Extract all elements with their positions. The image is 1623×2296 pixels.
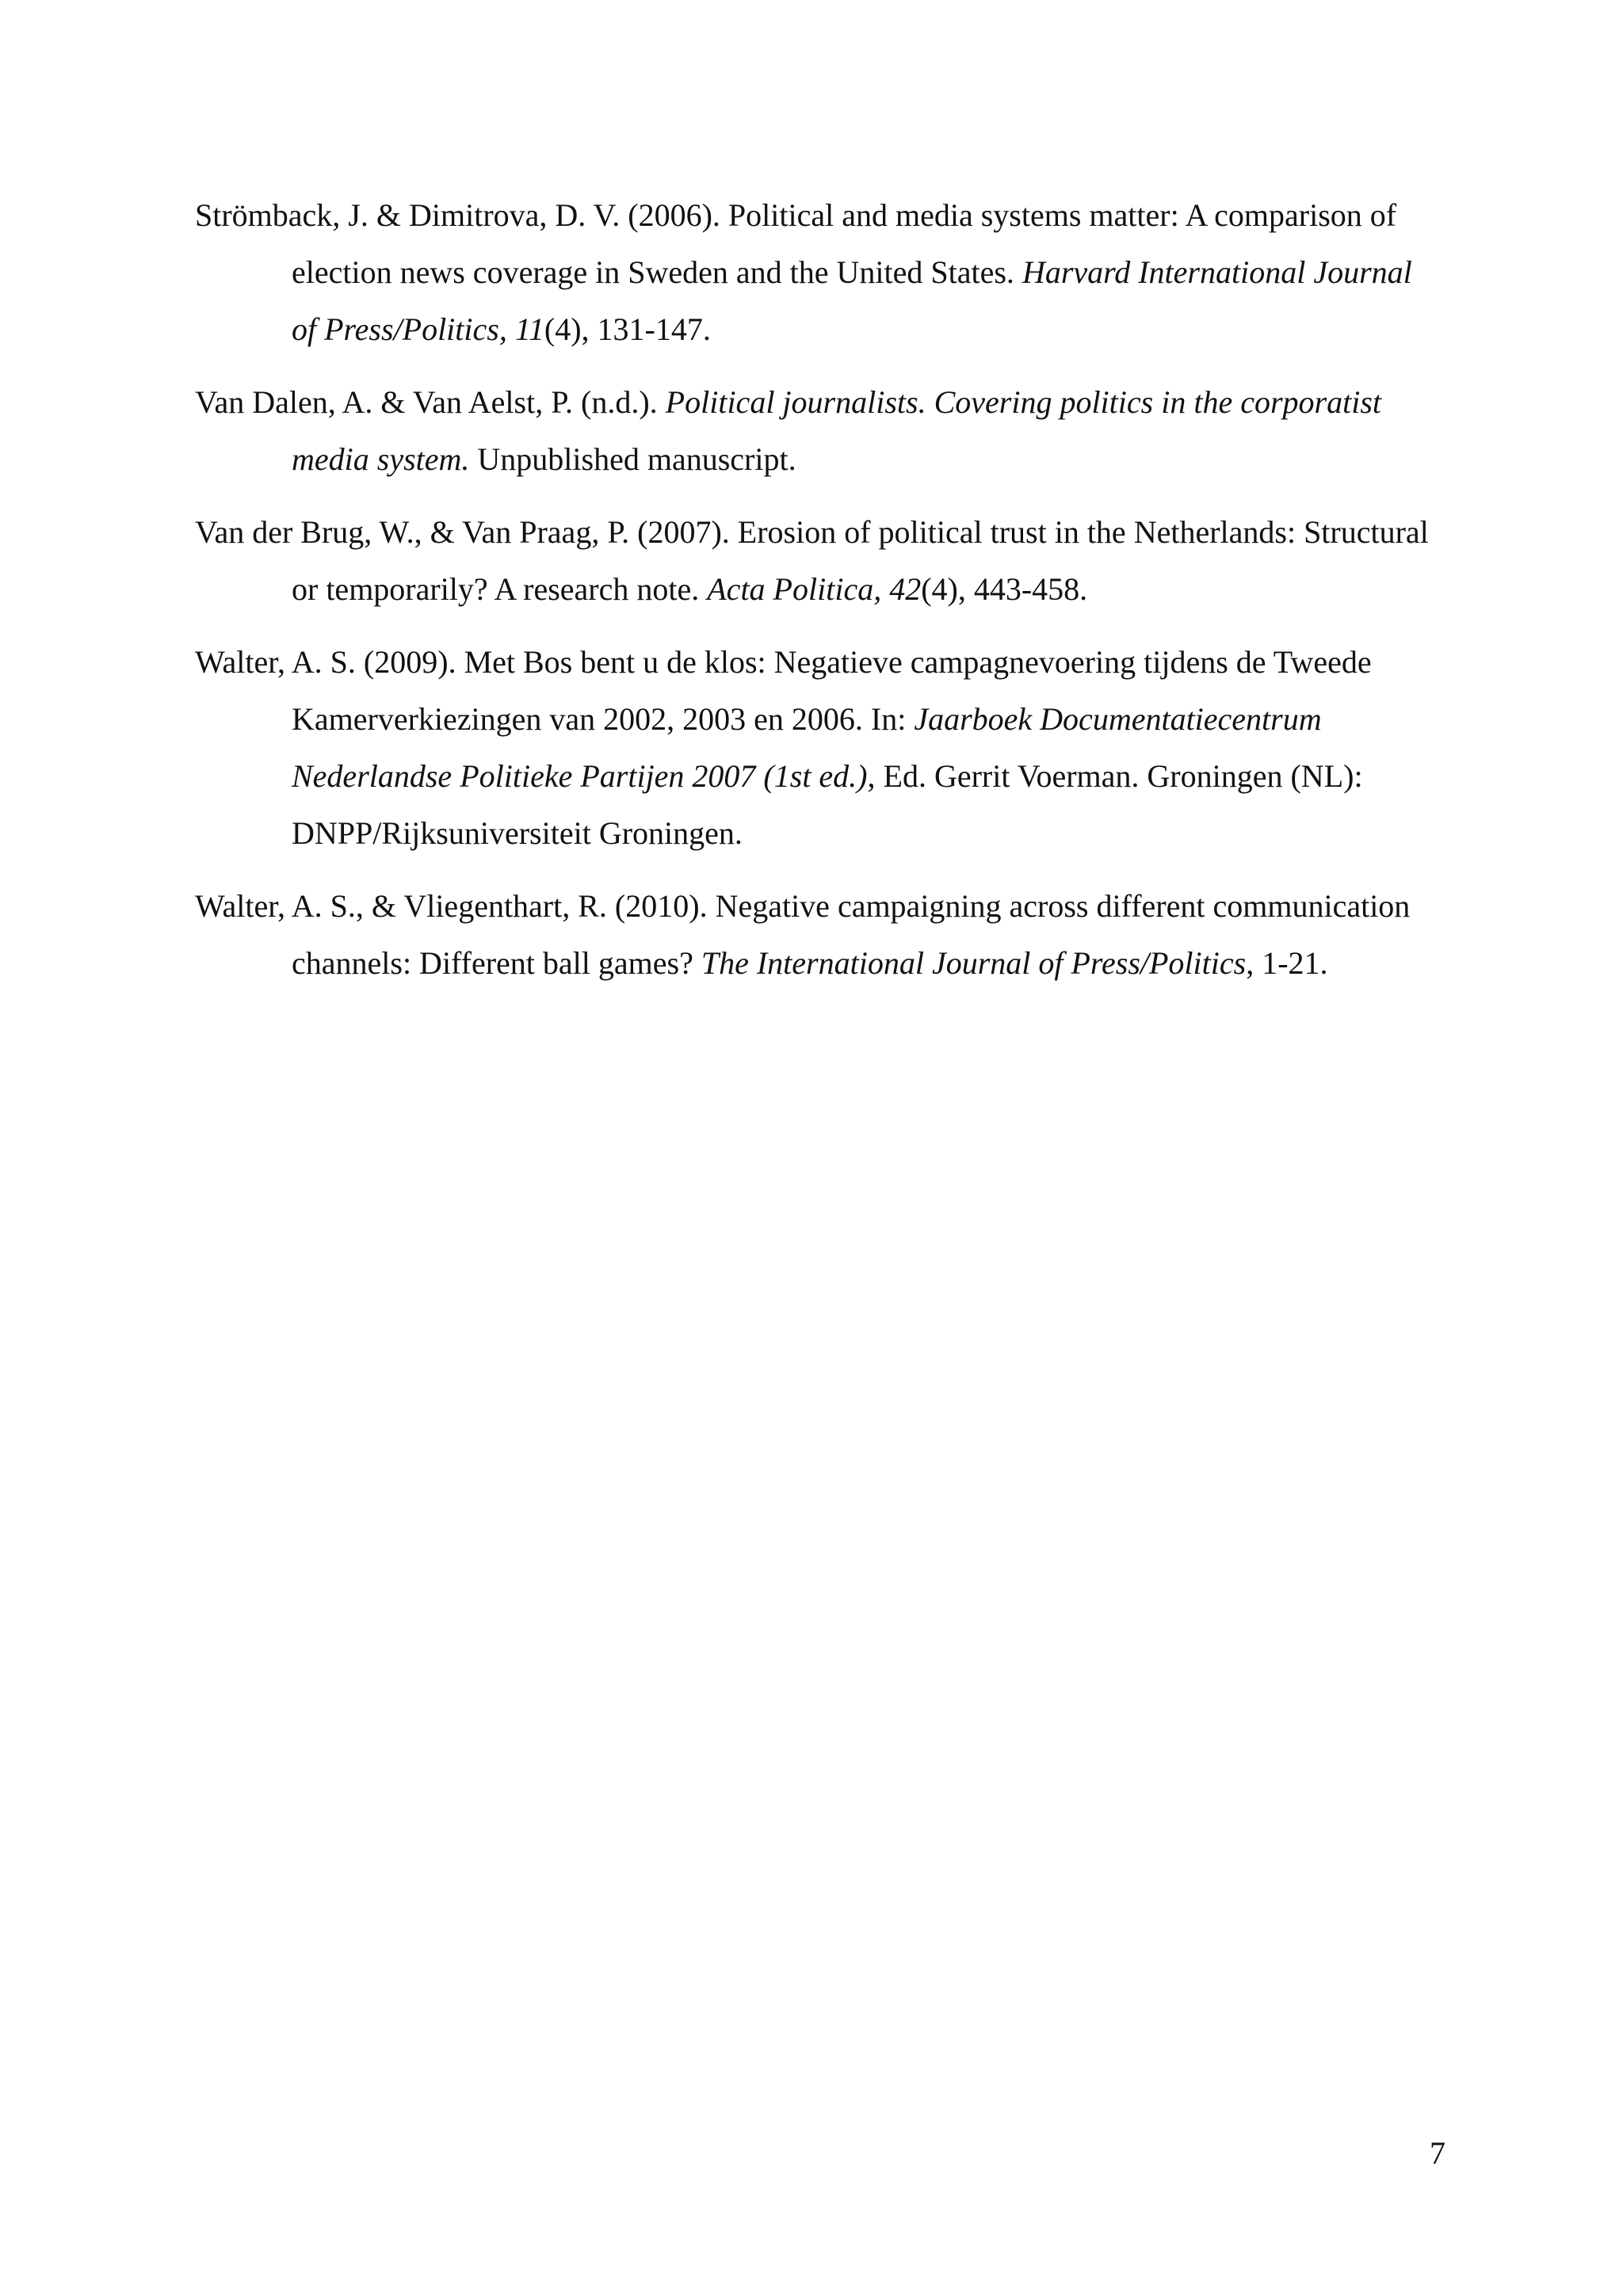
- reference-entry: [195, 504, 1431, 618]
- reference-text: Unpublished manuscript.: [469, 441, 796, 477]
- reference-journal: The International Journal of Press/Politics: [701, 945, 1247, 981]
- reference-entry: [195, 187, 1431, 358]
- page-number: 7: [1430, 2135, 1445, 2171]
- reference-journal: Acta Politica, 42: [707, 571, 922, 607]
- reference-text: Walter, A. S., & Vliegenthart, R. (2010). Negative campaigning across different communication channels: Different ball games?: [195, 888, 1411, 981]
- reference-text: Walter, A. S. (2009). Met Bos bent u de klos: Negatieve campagnevoering tijdens de Tweede Kamerverkiezingen van 2002, 2003 en 2006. In:: [195, 644, 1372, 737]
- reference-text: Van der Brug, W., & Van Praag, P. (2007). Erosion of political trust in the Netherlands: Structural or temporarily? A research note.: [195, 514, 1429, 607]
- reference-journal: Harvard International Journal of Press/Politics, 11: [292, 254, 1412, 347]
- reference-text: Van Dalen, A. & Van Aelst, P. (n.d.).: [195, 384, 666, 420]
- reference-text: Strömback, J. & Dimitrova, D. V. (2006). Political and media systems matter: A comparison of election news coverage in Sweden and the United States.: [195, 197, 1397, 290]
- reference-entry: [195, 374, 1431, 488]
- reference-list: [195, 187, 1431, 1008]
- reference-title: Political journalists. Covering politics in the corporatist media system.: [292, 384, 1381, 477]
- reference-entry: [195, 878, 1431, 992]
- reference-text: (4), 443-458.: [921, 571, 1088, 607]
- reference-text: (4), 131-147.: [544, 311, 711, 347]
- reference-text: , 1-21.: [1246, 945, 1328, 981]
- reference-text: , Ed. Gerrit Voerman. Groningen (NL): DNPP/Rijksuniversiteit Groningen.: [292, 758, 1363, 851]
- reference-entry: [195, 634, 1431, 862]
- reference-book-title: Jaarboek Documentatiecentrum Nederlandse Politieke Partijen 2007 (1st ed.): [292, 701, 1322, 794]
